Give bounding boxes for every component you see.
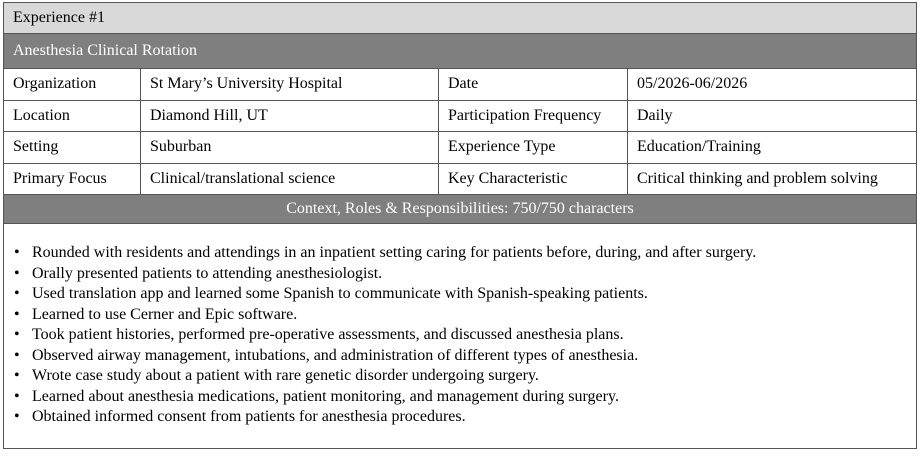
details-row xyxy=(4,101,916,133)
location-label: Location xyxy=(4,101,141,132)
list-item-text: Learned to use Cerner and Epic software. xyxy=(32,305,298,323)
list-item xyxy=(14,387,916,408)
list-item xyxy=(14,264,916,285)
context-header-bar xyxy=(4,195,916,224)
context-header: Context, Roles & Responsibilities: 750/750 characters xyxy=(286,200,634,217)
setting-label: Setting xyxy=(4,132,141,163)
date-value: 05/2026-06/2026 xyxy=(637,75,748,93)
list-item-text: Wrote case study about a patient with rare genetic disorder undergoing surgery. xyxy=(32,367,539,384)
details-row xyxy=(4,69,916,101)
experience-type-value: Education/Training xyxy=(637,138,761,156)
experience-header xyxy=(4,3,916,34)
responsibilities-section xyxy=(4,224,916,448)
bullet-icon: • xyxy=(14,326,20,343)
experience-title-bar xyxy=(4,34,916,69)
list-item-text: Learned about anesthesia medications, patient monitoring, and management during surgery. xyxy=(32,387,619,405)
date-label: Date xyxy=(439,69,628,100)
participation-frequency-value: Daily xyxy=(637,106,673,124)
experience-type-label: Experience Type xyxy=(439,132,628,163)
list-item xyxy=(14,305,916,326)
list-item xyxy=(14,243,916,264)
list-item-text: Orally presented patients to attending anesthesiologist. xyxy=(32,264,383,282)
participation-frequency-label: Participation Frequency xyxy=(439,101,628,132)
primary-focus-label: Primary Focus xyxy=(4,164,141,195)
list-item-text: Observed airway management, intubations, and administration of different types of anesthesia. xyxy=(32,346,639,364)
list-item-text: Obtained informed consent from patients for anesthesia procedures. xyxy=(32,408,466,425)
list-item xyxy=(14,366,916,387)
bullet-icon: • xyxy=(14,285,20,302)
experience-card xyxy=(3,2,917,449)
list-item-text: Used translation app and learned some Spanish to communicate with Spanish-speaking patients. xyxy=(32,285,648,302)
experience-title: Anesthesia Clinical Rotation xyxy=(13,42,197,59)
location-value: Diamond Hill, UT xyxy=(141,101,439,132)
bullet-icon: • xyxy=(14,367,20,384)
setting-value: Suburban xyxy=(141,132,439,163)
list-item xyxy=(14,346,916,367)
details-row xyxy=(4,132,916,164)
bullet-icon: • xyxy=(14,305,20,323)
list-item-text: Rounded with residents and attendings in an inpatient setting caring for patients before, during, and after surgery. xyxy=(32,244,757,261)
experience-label: Experience #1 xyxy=(13,9,105,26)
key-characteristic-label: Key Characteristic xyxy=(439,164,628,195)
organization-label: Organization xyxy=(4,69,141,100)
bullet-icon: • xyxy=(14,244,20,261)
primary-focus-value: Clinical/translational science xyxy=(141,164,439,195)
responsibilities-list xyxy=(14,243,916,428)
key-characteristic-value: Critical thinking and problem solving xyxy=(637,169,878,187)
list-item xyxy=(14,407,916,428)
organization-value: St Mary’s University Hospital xyxy=(141,69,439,100)
list-item-text: Took patient histories, performed pre-operative assessments, and discussed anesthesia plans. xyxy=(32,326,624,343)
bullet-icon: • xyxy=(14,387,20,405)
details-row xyxy=(4,164,916,196)
list-item xyxy=(14,325,916,346)
bullet-icon: • xyxy=(14,264,20,282)
bullet-icon: • xyxy=(14,408,20,425)
bullet-icon: • xyxy=(14,346,20,364)
list-item xyxy=(14,284,916,305)
